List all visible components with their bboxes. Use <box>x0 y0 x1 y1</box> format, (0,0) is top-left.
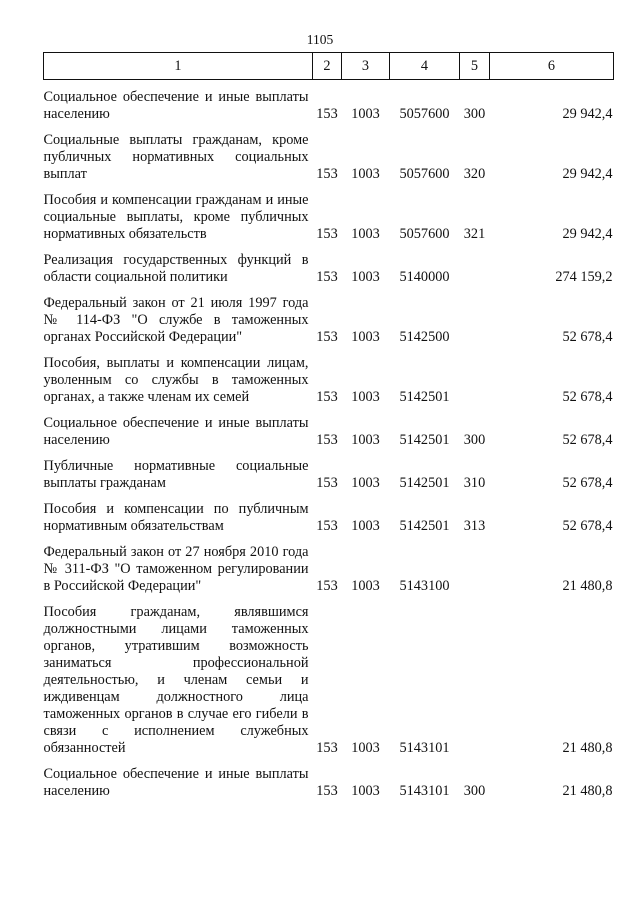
row-rz-code: 1003 <box>351 329 380 345</box>
spacer-cell <box>460 492 490 501</box>
spacer-cell <box>490 406 614 415</box>
row-gr-code: 153 <box>316 578 338 594</box>
row-spacer <box>44 243 614 252</box>
spacer-cell <box>313 80 342 90</box>
spacer-cell <box>342 80 390 90</box>
row-gr-code: 153 <box>316 740 338 756</box>
row-name: Федеральный закон от 21 июля 1997 года № 114-ФЗ "О службе в таможенных органах Российской Федерации" <box>43 295 309 345</box>
column-header-sum: 6 <box>490 53 614 80</box>
row-rz-code: 1003 <box>351 269 380 285</box>
row-spacer <box>44 449 614 458</box>
spacer-cell <box>342 595 390 604</box>
spacer-cell <box>390 406 460 415</box>
row-name: Пособия, выплаты и компенсации лицам, уволенным со службы в таможенных органах, а также членам их семей <box>43 355 309 405</box>
spacer-cell <box>390 346 460 355</box>
row-vr-code <box>460 604 490 757</box>
spacer-cell <box>44 80 313 90</box>
spacer-cell <box>490 449 614 458</box>
row-amount: 52 678,4 <box>562 389 613 405</box>
spacer-cell <box>44 243 313 252</box>
row-spacer <box>44 286 614 295</box>
table-row <box>44 458 614 492</box>
row-vr-code <box>460 252 490 286</box>
spacer-cell <box>44 757 313 766</box>
row-csr-code: 5142501 <box>399 475 450 491</box>
row-amount: 21 480,8 <box>562 783 613 799</box>
row-name: Пособия гражданам, являвшимся должностными лицами таможенных органов, утратившим возможность заниматься профессиональной деятельностью, и членам семьи и иждивенцам должностного лица таможенных органов в случае его гибели в связи с исполнением служебных обязанностей <box>43 604 309 756</box>
row-rz-code: 1003 <box>351 740 380 756</box>
spacer-cell <box>313 123 342 132</box>
column-header-csr: 4 <box>390 53 460 80</box>
row-vr-code <box>460 544 490 595</box>
row-spacer <box>44 123 614 132</box>
spacer-cell <box>460 183 490 192</box>
spacer-cell <box>342 123 390 132</box>
spacer-cell <box>342 449 390 458</box>
table-row <box>44 295 614 346</box>
spacer-cell <box>490 243 614 252</box>
table-row <box>44 132 614 183</box>
row-gr-code: 153 <box>316 329 338 345</box>
row-csr-code: 5142500 <box>399 329 450 345</box>
row-rz-code: 1003 <box>351 578 380 594</box>
spacer-cell <box>390 243 460 252</box>
column-header-name: 1 <box>44 53 313 80</box>
spacer-cell <box>390 123 460 132</box>
row-name: Пособия и компенсации гражданам и иные социальные выплаты, кроме публичных нормативных обязательств <box>43 192 309 242</box>
row-spacer <box>44 535 614 544</box>
row-name: Федеральный закон от 27 ноября 2010 года № 311-ФЗ "О таможенном регулировании в Российской Федерации" <box>43 544 309 594</box>
spacer-cell <box>460 535 490 544</box>
spacer-cell <box>460 449 490 458</box>
row-amount: 52 678,4 <box>562 432 613 448</box>
spacer-cell <box>490 346 614 355</box>
spacer-cell <box>44 183 313 192</box>
row-csr-code: 5142501 <box>399 389 450 405</box>
row-spacer <box>44 346 614 355</box>
row-gr-code: 153 <box>316 269 338 285</box>
table-row <box>44 766 614 800</box>
row-name: Социальные выплаты гражданам, кроме публичных нормативных социальных выплат <box>43 132 309 182</box>
row-csr-code: 5142501 <box>399 432 450 448</box>
row-amount: 29 942,4 <box>562 166 613 182</box>
row-gr-code: 153 <box>316 518 338 534</box>
row-rz-code: 1003 <box>351 432 380 448</box>
row-amount: 21 480,8 <box>562 578 613 594</box>
spacer-cell <box>390 492 460 501</box>
row-csr-code: 5142501 <box>399 518 450 534</box>
spacer-cell <box>44 449 313 458</box>
row-amount: 274 159,2 <box>555 269 613 285</box>
spacer-cell <box>342 183 390 192</box>
spacer-cell <box>44 492 313 501</box>
spacer-cell <box>460 80 490 90</box>
spacer-cell <box>390 449 460 458</box>
spacer-cell <box>342 346 390 355</box>
row-csr-code: 5143100 <box>399 578 450 594</box>
row-amount: 52 678,4 <box>562 475 613 491</box>
row-csr-code: 5140000 <box>399 269 450 285</box>
spacer-cell <box>490 123 614 132</box>
spacer-cell <box>490 535 614 544</box>
spacer-cell <box>313 183 342 192</box>
table-row <box>44 501 614 535</box>
spacer-cell <box>44 346 313 355</box>
row-vr-code: 300 <box>463 106 486 122</box>
spacer-cell <box>313 406 342 415</box>
row-spacer <box>44 595 614 604</box>
row-vr-code: 313 <box>463 518 486 534</box>
column-header-vr: 5 <box>460 53 490 80</box>
row-vr-code: 321 <box>463 226 486 242</box>
spacer-cell <box>490 80 614 90</box>
page-number: 1105 <box>306 32 334 47</box>
spacer-cell <box>390 535 460 544</box>
row-name: Публичные нормативные социальные выплаты гражданам <box>43 458 309 491</box>
spacer-cell <box>342 406 390 415</box>
row-vr-code: 300 <box>463 783 486 799</box>
spacer-cell <box>390 757 460 766</box>
spacer-cell <box>460 595 490 604</box>
row-amount: 52 678,4 <box>562 329 613 345</box>
spacer-cell <box>490 183 614 192</box>
row-vr-code: 300 <box>463 432 486 448</box>
spacer-cell <box>313 243 342 252</box>
row-gr-code: 153 <box>316 475 338 491</box>
row-gr-code: 153 <box>316 226 338 242</box>
row-gr-code: 153 <box>316 783 338 799</box>
spacer-cell <box>342 492 390 501</box>
spacer-cell <box>490 757 614 766</box>
header-row <box>44 53 614 80</box>
row-rz-code: 1003 <box>351 166 380 182</box>
spacer-cell <box>490 595 614 604</box>
row-spacer <box>44 757 614 766</box>
spacer-cell <box>44 406 313 415</box>
row-rz-code: 1003 <box>351 226 380 242</box>
row-csr-code: 5143101 <box>399 740 450 756</box>
column-header-rz: 3 <box>342 53 390 80</box>
row-csr-code: 5057600 <box>399 106 450 122</box>
table-row <box>44 89 614 123</box>
row-rz-code: 1003 <box>351 106 380 122</box>
table-row <box>44 604 614 757</box>
row-csr-code: 5057600 <box>399 226 450 242</box>
spacer-cell <box>460 757 490 766</box>
spacer-cell <box>342 243 390 252</box>
row-rz-code: 1003 <box>351 783 380 799</box>
spacer-cell <box>460 243 490 252</box>
spacer-cell <box>460 346 490 355</box>
row-vr-code <box>460 355 490 406</box>
spacer-cell <box>313 535 342 544</box>
row-spacer <box>44 80 614 90</box>
spacer-cell <box>390 80 460 90</box>
spacer-cell <box>44 286 313 295</box>
spacer-cell <box>313 346 342 355</box>
row-amount: 21 480,8 <box>562 740 613 756</box>
spacer-cell <box>313 492 342 501</box>
spacer-cell <box>342 757 390 766</box>
spacer-cell <box>313 595 342 604</box>
row-rz-code: 1003 <box>351 389 380 405</box>
row-name: Социальное обеспечение и иные выплаты населению <box>43 766 309 799</box>
column-header-gr: 2 <box>313 53 342 80</box>
spacer-cell <box>490 492 614 501</box>
table-row <box>44 355 614 406</box>
spacer-cell <box>313 286 342 295</box>
row-name: Социальное обеспечение и иные выплаты населению <box>43 415 309 448</box>
spacer-cell <box>460 406 490 415</box>
spacer-cell <box>490 286 614 295</box>
spacer-cell <box>390 595 460 604</box>
row-csr-code: 5143101 <box>399 783 450 799</box>
row-vr-code: 320 <box>463 166 486 182</box>
row-name: Пособия и компенсации по публичным нормативным обязательствам <box>43 501 309 534</box>
row-amount: 29 942,4 <box>562 106 613 122</box>
row-name: Реализация государственных функций в области социальной политики <box>43 252 309 285</box>
row-gr-code: 153 <box>316 389 338 405</box>
row-rz-code: 1003 <box>351 518 380 534</box>
spacer-cell <box>313 449 342 458</box>
spacer-cell <box>390 183 460 192</box>
table-row <box>44 415 614 449</box>
row-spacer <box>44 183 614 192</box>
row-spacer <box>44 406 614 415</box>
row-gr-code: 153 <box>316 432 338 448</box>
table-header <box>44 53 614 80</box>
row-gr-code: 153 <box>316 106 338 122</box>
row-amount: 52 678,4 <box>562 518 613 534</box>
row-amount: 29 942,4 <box>562 226 613 242</box>
spacer-cell <box>313 757 342 766</box>
row-vr-code: 310 <box>463 475 486 491</box>
row-vr-code <box>460 295 490 346</box>
spacer-cell <box>342 286 390 295</box>
row-gr-code: 153 <box>316 166 338 182</box>
spacer-cell <box>44 535 313 544</box>
row-spacer <box>44 492 614 501</box>
row-rz-code: 1003 <box>351 475 380 491</box>
spacer-cell <box>44 595 313 604</box>
row-csr-code: 5057600 <box>399 166 450 182</box>
spacer-cell <box>390 286 460 295</box>
spacer-cell <box>460 123 490 132</box>
table-body <box>44 80 614 801</box>
spacer-cell <box>342 535 390 544</box>
table-row <box>44 252 614 286</box>
row-name: Социальное обеспечение и иные выплаты населению <box>43 89 309 122</box>
budget-table <box>43 52 614 800</box>
table-row <box>44 544 614 595</box>
spacer-cell <box>460 286 490 295</box>
spacer-cell <box>44 123 313 132</box>
table-row <box>44 192 614 243</box>
